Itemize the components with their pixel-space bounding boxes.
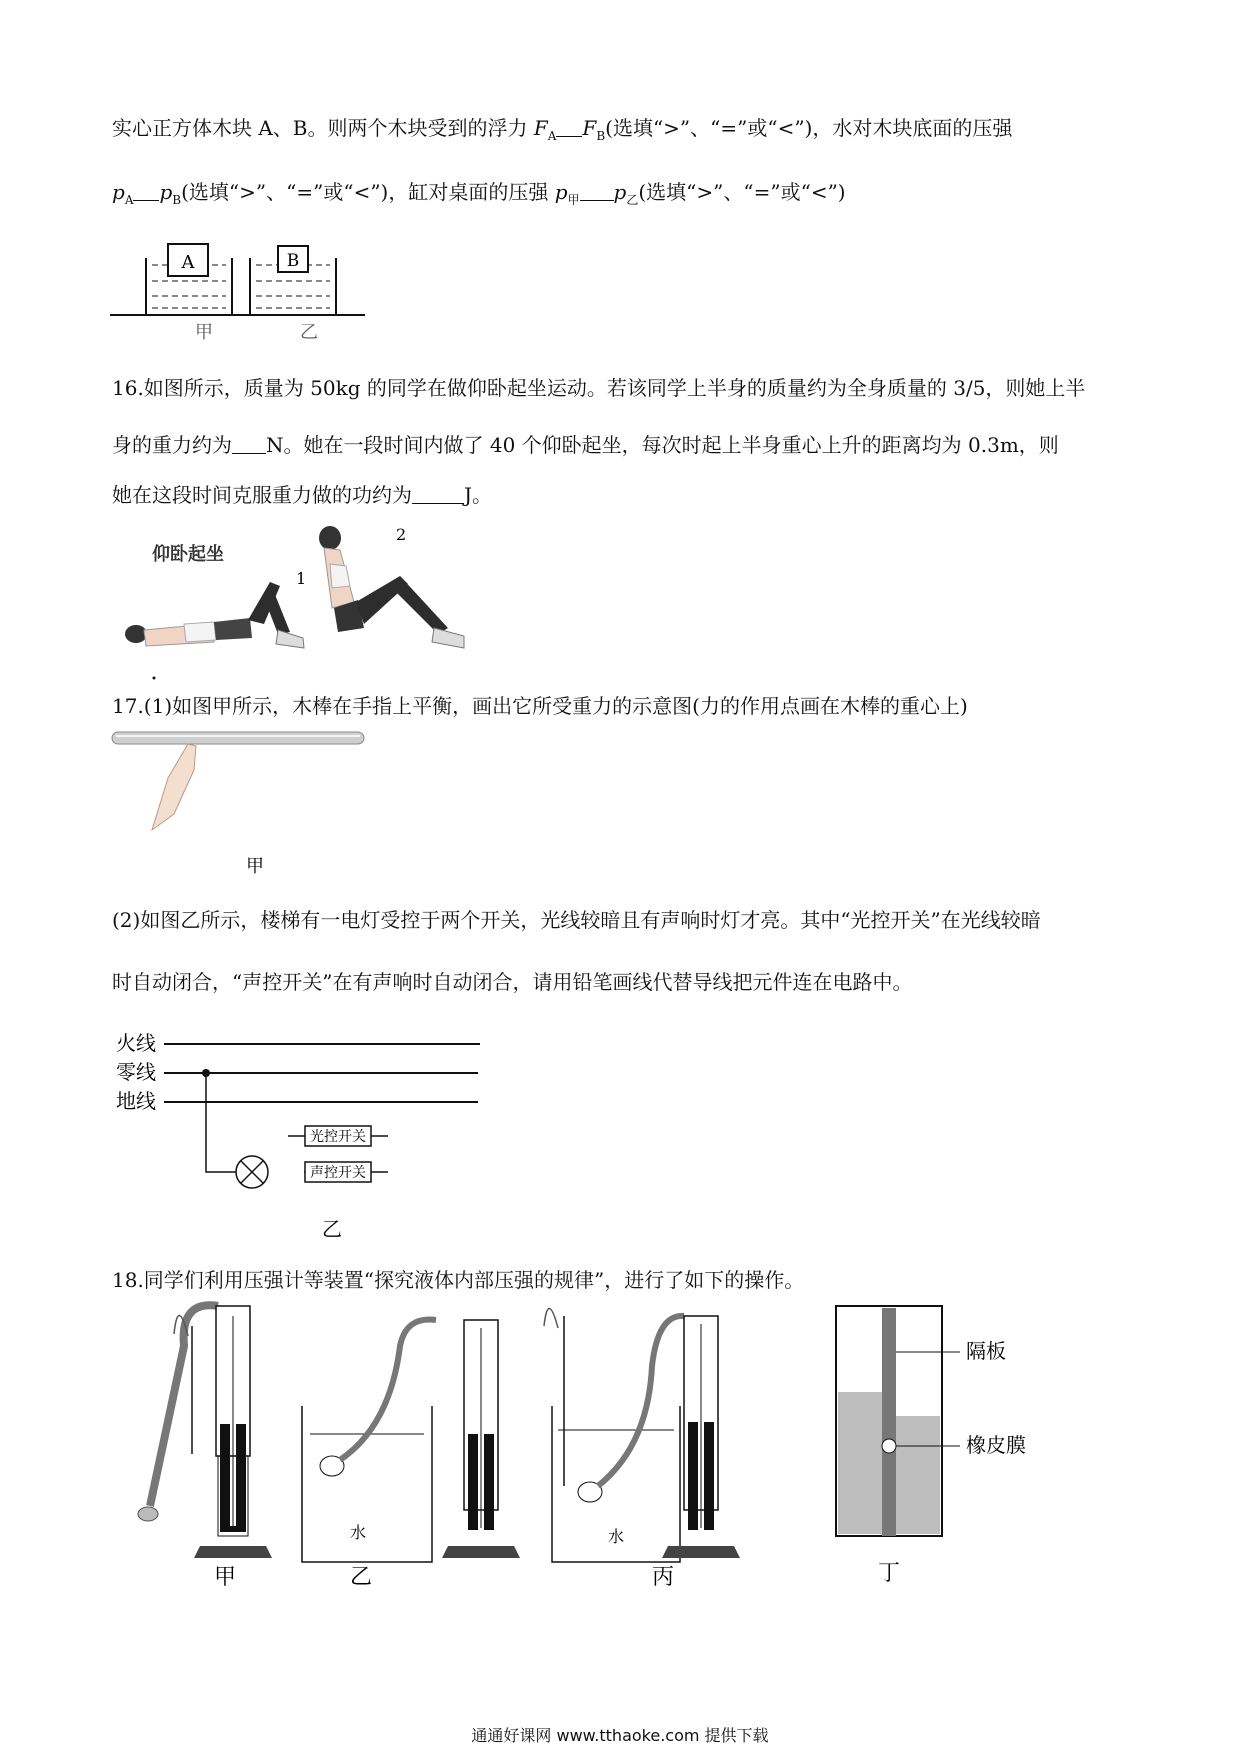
q16-line-2 [112, 435, 1059, 455]
q15-figure [110, 238, 370, 348]
rubber-membrane [882, 1439, 896, 1453]
q15-text: (选填“>”、“=”或“<”) [638, 180, 846, 204]
q15-text: (选填“>”、“=”或“<”)，水对木块底面的压强 [605, 116, 1013, 140]
answer-blank[interactable] [556, 118, 582, 137]
manometer-jia [138, 1305, 272, 1590]
pose-number-2: 2 [396, 525, 407, 544]
pose-1-figure [125, 582, 304, 648]
var-pA-sub: A [124, 193, 134, 207]
wooden-stick [112, 732, 364, 744]
situp-illustration [118, 520, 538, 685]
page-footer: 通通好课网 www.tthaoke.com 提供下载 [471, 1726, 769, 1745]
dot-mark [153, 677, 156, 680]
circuit-diagram [110, 1024, 490, 1244]
q15-text: 实心正方体木块 A、B。则两个木块受到的浮力 [112, 116, 534, 140]
wire-ground-label: 地线 [116, 1089, 156, 1113]
var-FB: F [582, 116, 597, 140]
beaker-bing [544, 1308, 740, 1590]
var-FA-sub: A [547, 129, 557, 143]
q16-text: J。 [464, 483, 493, 507]
var-p-yi-sub: 乙 [626, 193, 639, 207]
q18-line-1: 18.同学们利用压强计等装置“探究液体内部压强的规律”，进行了如下的操作。 [112, 1268, 805, 1292]
q15-line-1 [112, 118, 1012, 142]
q15-text: (选填“>”、“=”或“<”)，缸对桌面的压强 [181, 180, 555, 204]
partition-board [882, 1308, 896, 1536]
fig-label-jia: 甲 [195, 322, 213, 343]
var-p-jia: p [554, 180, 568, 204]
answer-blank[interactable] [412, 485, 464, 504]
stand-base [194, 1546, 272, 1558]
probe-jia [138, 1507, 158, 1521]
lamp-symbol [236, 1156, 268, 1188]
block-a-label: A [181, 252, 195, 273]
var-FB-sub: B [596, 129, 606, 143]
var-p-jia-sub: 甲 [567, 193, 580, 207]
q16-text: N。她在一段时间内做了 40 个仰卧起坐，每次时起上半身重心上升的距离均为 0.3m，则 [266, 433, 1059, 457]
var-pB-sub: B [172, 193, 182, 207]
q15-line-2 [112, 182, 846, 206]
fig-label-ding: 丁 [878, 1561, 901, 1586]
q16-line-1: 16.如图所示，质量为 50kg 的同学在做仰卧起坐运动。若该同学上半身的质量约为全身质量的 3/5，则她上半 [112, 376, 1086, 400]
var-pA: p [112, 180, 125, 204]
situp-title: 仰卧起坐 [152, 544, 224, 565]
fig-label-yi: 乙 [322, 1217, 342, 1241]
q17-part-1: 17.(1)如图甲所示，木棒在手指上平衡，画出它所受重力的示意图(力的作用点画在木棒的重心上) [112, 694, 968, 718]
finger-hand [152, 744, 196, 830]
tank-yi [250, 246, 336, 315]
fig-label-jia: 甲 [246, 856, 264, 877]
fig-label-yi: 乙 [300, 322, 318, 343]
water-label: 水 [608, 1527, 625, 1546]
membrane-label: 橡皮膜 [966, 1433, 1026, 1457]
pose-2-figure [319, 526, 464, 648]
var-FA: F [533, 116, 548, 140]
var-pB: p [159, 180, 173, 204]
answer-blank[interactable] [133, 182, 159, 201]
q16-text: 身的重力约为 [112, 433, 232, 457]
q17-part-2-line-1: (2)如图乙所示，楼梯有一电灯受控于两个开关，光线较暗且有声响时灯才亮。其中“光控开关”在光线较暗 [112, 908, 1041, 932]
light-switch-label: 光控开关 [310, 1129, 366, 1145]
partition-tank-ding [836, 1306, 1026, 1586]
fig-label-yi: 乙 [350, 1565, 373, 1590]
light-switch[interactable] [288, 1126, 388, 1146]
answer-blank[interactable] [232, 435, 266, 454]
wire-live-label: 火线 [116, 1031, 156, 1055]
stick-on-finger-figure [112, 730, 372, 880]
sound-switch-label: 声控开关 [310, 1165, 366, 1181]
q17-part-2-line-2: 时自动闭合，“声控开关”在有声响时自动闭合，请用铅笔画线代替导线把元件连在电路中。 [112, 970, 913, 994]
fig-label-jia: 甲 [214, 1565, 237, 1590]
water-label: 水 [350, 1523, 367, 1542]
var-p-yi: p [613, 180, 627, 204]
partition-label: 隔板 [966, 1339, 1006, 1363]
fig-label-bing: 丙 [652, 1565, 675, 1590]
q16-line-3 [112, 485, 492, 505]
wire-neutral-label: 零线 [116, 1060, 156, 1084]
pressure-gauge-figures [140, 1306, 1140, 1590]
block-b-label: B [286, 251, 300, 271]
tank-jia [146, 244, 232, 315]
pose-number-1: 1 [296, 569, 307, 588]
q16-text: 她在这段时间克服重力做的功约为 [112, 483, 412, 507]
answer-blank[interactable] [580, 182, 614, 201]
sound-switch[interactable] [304, 1162, 388, 1182]
